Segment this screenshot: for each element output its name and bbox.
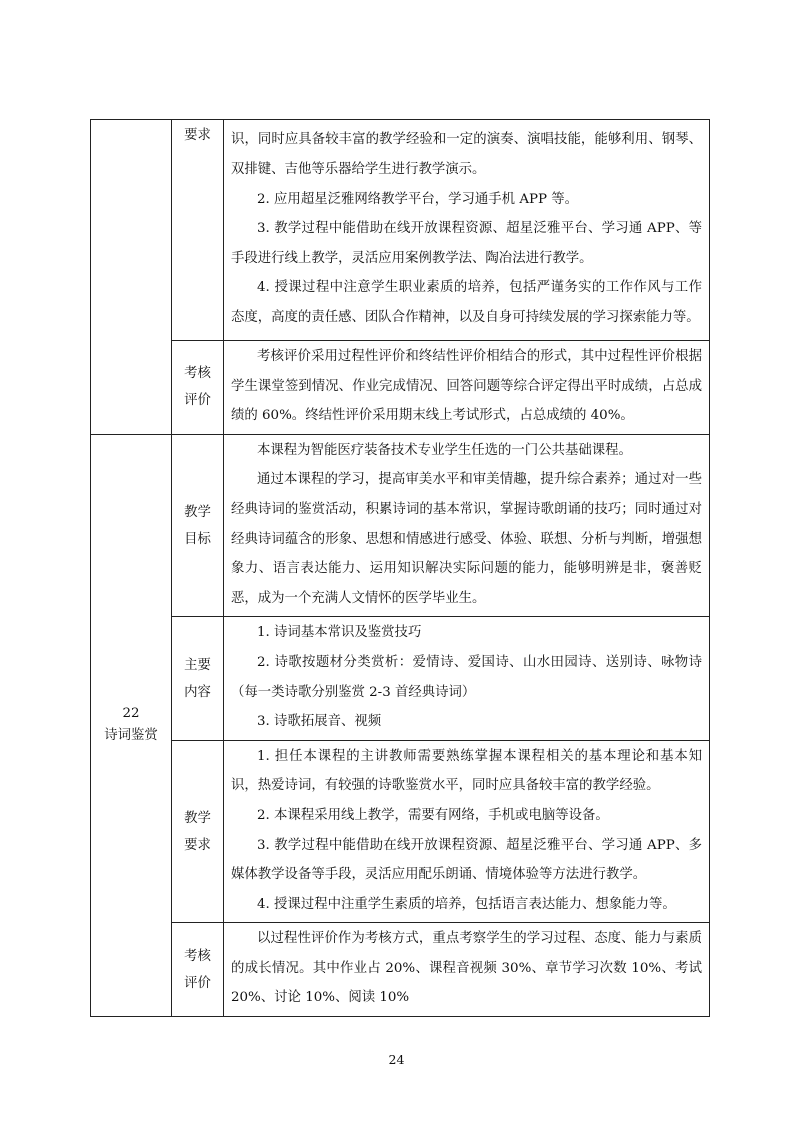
- course-title-cell: [91, 434, 172, 1016]
- course-name: 诗词鉴赏: [104, 728, 158, 744]
- objectives-label-line1: 教学: [184, 504, 211, 520]
- prev-assessment-row: [91, 341, 710, 435]
- content-paragraph-1: 1. 诗词基本常识及鉴赏技巧: [257, 625, 422, 641]
- course-number: 22: [122, 706, 140, 722]
- prev-requirements-paragraph-4: 4. 授课过程中注意学生职业素质的培养，包括严谨务实的工作作风与工作态度，高度的责任感、团队合作精神，以及自身可持续发展的学习探索能力等。: [231, 280, 702, 325]
- main-content: [224, 617, 710, 740]
- assessment-label-line2: 评价: [184, 975, 211, 991]
- course-requirements-row: [91, 740, 710, 923]
- prev-requirements-paragraph-2: 2. 应用超星泛雅网络教学平台，学习通手机 APP 等。: [257, 191, 579, 207]
- objectives-label-cell: [172, 434, 224, 617]
- course-syllabus-table: [90, 119, 710, 1017]
- assessment-label-cell: [172, 923, 224, 1017]
- course-assessment-row: [91, 923, 710, 1017]
- prev-requirements-row: [91, 120, 710, 341]
- content-label-line2: 内容: [184, 684, 211, 700]
- prev-requirements-paragraph-1: 识，同时应具备较丰富的教学经验和一定的演奏、演唱技能，能够利用、钢琴、双排键、吉他等乐器给学生进行教学演示。: [231, 132, 702, 178]
- objectives-paragraph-1: 本课程为智能医疗装备技术专业学生任选的一门公共基础课程。: [257, 442, 632, 458]
- prev-requirements-label-cell: [172, 120, 224, 341]
- course-content-row: [91, 617, 710, 740]
- prev-assessment-label-cell: [172, 341, 224, 435]
- prev-requirements-label: 要求: [184, 128, 211, 143]
- content-paragraph-2: 2. 诗歌按题材分类赏析：爱情诗、爱国诗、山水田园诗、送别诗、咏物诗（每一类诗歌分别鉴赏 2-3 首经典诗词）: [231, 654, 702, 700]
- requirements-paragraph-4: 4. 授课过程中注重学生素质的培养，包括语言表达能力、想象能力等。: [257, 896, 676, 912]
- requirements-label-line2: 要求: [184, 837, 211, 853]
- prev-requirements-paragraph-3: 3. 教学过程中能借助在线开放课程资源、超星泛雅平台、学习通 APP、等手段进行线上教学，灵活应用案例教学法、陶冶法进行教学。: [231, 221, 702, 266]
- requirements-label-line1: 教学: [184, 810, 211, 826]
- assessment-label-line1: 考核: [184, 948, 211, 964]
- prev-assessment-content: [224, 341, 710, 435]
- prev-requirements-content: [224, 120, 710, 341]
- objectives-paragraph-2: 通过本课程的学习，提高审美水平和审美情趣，提升综合素养；通过对一些经典诗词的鉴赏活动，积累诗词的基本常识，掌握诗歌朗诵的技巧；同时通过对经典诗词蕴含的形象、思想和情感进行感受、体验、联想、分析与判断，增强想象力、语言表达能力、运用知识解决实际问题的能力，能够明辨是非，褒善贬恶，成为一个充满人文情怀的医学毕业生。: [231, 472, 702, 606]
- requirements-label-cell: [172, 740, 224, 923]
- objectives-content: [224, 434, 710, 617]
- content-label-line1: 主要: [184, 657, 211, 673]
- course-objectives-row: [91, 434, 710, 617]
- requirements-paragraph-2: 2. 本课程采用线上教学，需要有网络，手机或电脑等设备。: [257, 807, 609, 823]
- content-paragraph-3: 3. 诗歌拓展音、视频: [257, 714, 382, 730]
- content-label-cell: [172, 617, 224, 740]
- assessment-paragraph-1: 以过程性评价作为考核方式，重点考察学生的学习过程、态度、能力与素质的成长情况。其中作业占 20%、课程音视频 30%、章节学习次数 10%、考试 20%、讨论 10%、阅读 10%: [231, 931, 702, 1006]
- prev-assessment-paragraph-1: 考核评价采用过程性评价和终结性评价相结合的形式，其中过程性评价根据学生课堂签到情况、作业完成情况、回答问题等综合评定得出平时成绩，占总成绩的 60%。终结性评价采用期末线上考试形式，占总成绩的 40%。: [231, 349, 702, 424]
- prev-course-cell: [91, 120, 172, 435]
- requirements-content: [224, 740, 710, 923]
- prev-assessment-label-line1: 考核: [184, 366, 211, 382]
- prev-assessment-label-line2: 评价: [184, 393, 211, 409]
- objectives-label-line2: 目标: [184, 531, 211, 547]
- assessment-content: [224, 923, 710, 1017]
- requirements-paragraph-1: 1. 担任本课程的主讲教师需要熟练掌握本课程相关的基本理论和基本知识，热爱诗词，有较强的诗歌鉴赏水平，同时应具备较丰富的教学经验。: [231, 748, 702, 794]
- page-number: 24: [388, 1052, 405, 1067]
- requirements-paragraph-3: 3. 教学过程中能借助在线开放课程资源、超星泛雅平台、学习通 APP、多媒体教学设备等手段，灵活应用配乐朗诵、情境体验等方法进行教学。: [231, 837, 702, 883]
